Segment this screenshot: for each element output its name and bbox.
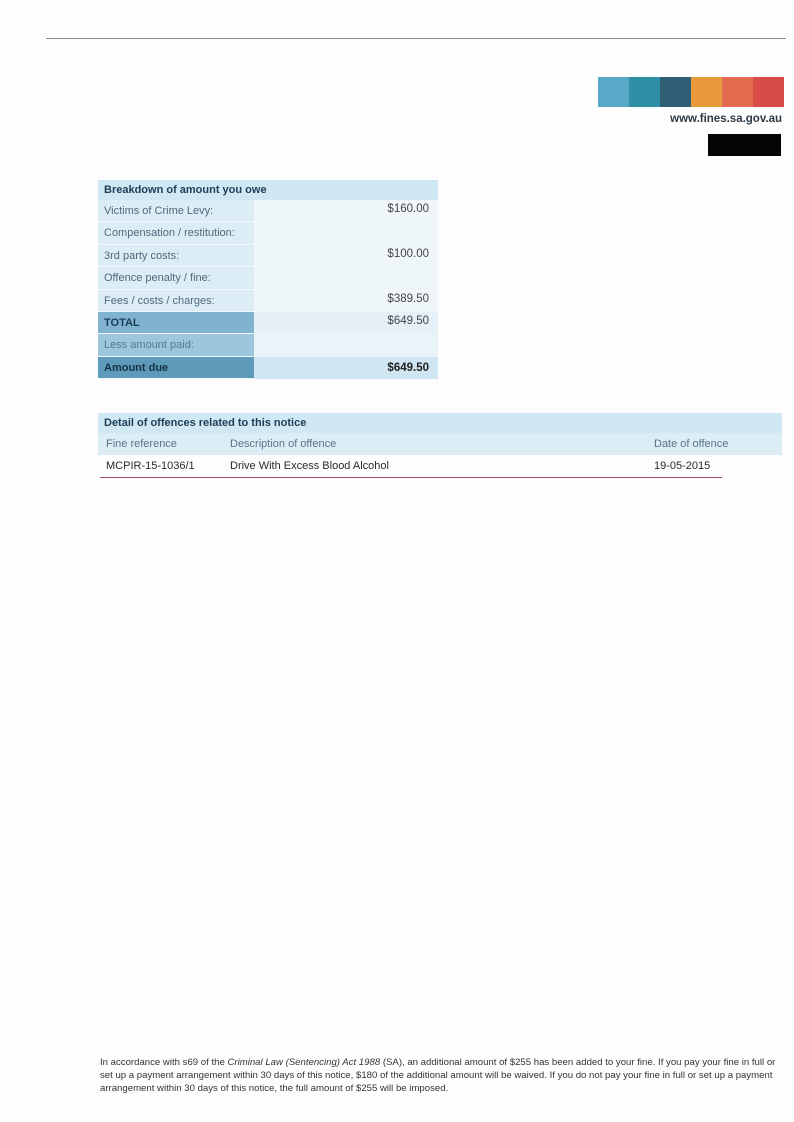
row-label: Offence penalty / fine: [98, 267, 254, 289]
color-swatch-3 [660, 77, 691, 107]
offence-description: Drive With Excess Blood Alcohol [230, 460, 389, 472]
col-description: Description of offence [230, 438, 337, 450]
color-swatch-5 [722, 77, 753, 107]
row-value [254, 267, 438, 289]
less-paid-label: Less amount paid: [98, 334, 254, 356]
color-swatch-2 [629, 77, 660, 107]
color-swatch-6 [753, 77, 784, 107]
row-underline [100, 477, 722, 478]
less-paid-row [98, 334, 438, 356]
website-url[interactable]: www.fines.sa.gov.au [670, 113, 782, 125]
row-value: $100.00 [254, 245, 438, 267]
fine-reference: MCPIR-15-1036/1 [106, 460, 195, 472]
row-value: $389.50 [254, 290, 438, 312]
redacted-block [708, 134, 781, 156]
amount-due-value: $649.50 [254, 357, 438, 379]
total-row [98, 312, 438, 334]
breakdown-row [98, 267, 438, 289]
footnote-part2: (SA), an additional amount of $255 has been added to your fine. If you pay your fine in full or set up a payment arrangement within 30 days of this notice, $180 of the additional amount will be waived. If you do not pay your fine in full or set up a payment arrangement within 30 days of this notice, the full amount of $255 will be imposed. [100, 1056, 776, 1094]
offence-date: 19-05-2015 [654, 460, 711, 472]
row-label: Victims of Crime Levy: [98, 200, 254, 222]
row-label: Fees / costs / charges: [98, 290, 254, 312]
row-label: Compensation / restitution: [98, 222, 254, 244]
footnote-part1: In accordance with s69 of the [100, 1056, 228, 1068]
table-row [98, 455, 782, 477]
act-name: Criminal Law (Sentencing) Act 1988 [227, 1056, 381, 1068]
color-swatch-4 [691, 77, 722, 107]
amount-due-label: Amount due [98, 357, 254, 379]
total-value: $649.50 [254, 312, 438, 334]
offences-title: Detail of offences related to this notice [98, 413, 782, 433]
offences-table [98, 413, 782, 477]
row-value [254, 222, 438, 244]
row-value: $160.00 [254, 200, 438, 222]
col-date: Date of offence [654, 438, 729, 450]
color-swatch-1 [598, 77, 629, 107]
breakdown-table [98, 180, 438, 379]
breakdown-row [98, 222, 438, 244]
row-label: 3rd party costs: [98, 245, 254, 267]
top-rule [46, 38, 786, 39]
total-label: TOTAL [98, 312, 254, 334]
breakdown-row [98, 290, 438, 312]
col-fine-reference: Fine reference [106, 438, 177, 450]
brand-color-bar [598, 77, 784, 107]
offences-column-headers [98, 433, 782, 455]
legal-footnote [100, 1056, 788, 1095]
breakdown-row [98, 200, 438, 222]
amount-due-row [98, 357, 438, 379]
less-paid-value [254, 334, 438, 356]
breakdown-row [98, 245, 438, 267]
breakdown-title: Breakdown of amount you owe [98, 180, 438, 200]
